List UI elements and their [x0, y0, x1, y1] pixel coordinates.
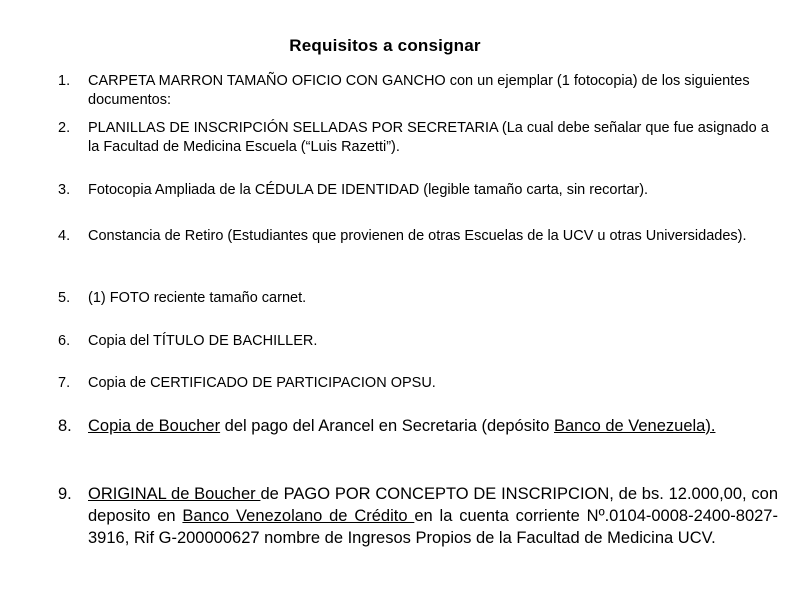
list-item-number: 3.: [58, 182, 71, 198]
list-item-text-rest: de PAGO POR CONCEPTO DE INSCRIPCION, de bs. 12.000,00, con deposito en: [88, 485, 778, 525]
list-item-text: PLANILLAS DE INSCRIPCIÓN SELLADAS POR SECRETARIA (La cual debe señalar que fue asignado a la Facultad de Medicina Escuela (“Luis Razetti”).: [88, 120, 769, 155]
list-item-number: 9.: [58, 485, 72, 503]
list-item-4: [58, 227, 780, 246]
list-item-8: [58, 415, 758, 437]
list-item-3: [58, 181, 780, 200]
list-item-text: [88, 72, 780, 110]
list-item-text-rest: con un ejemplar (1 fotocopia) de los siguientes documentos:: [88, 73, 750, 108]
list-item-text: Constancia de Retiro (Estudiantes que provienen de otras Escuelas de la UCV u otras Universidades).: [88, 228, 747, 244]
underlined-text: Banco Venezolano de Crédito: [182, 507, 415, 525]
underlined-text: Banco de Venezuela).: [553, 417, 716, 435]
page-title-text: Requisitos a consignar: [289, 36, 481, 55]
list-item-text: (1) FOTO reciente tamaño carnet.: [88, 290, 307, 306]
underlined-text: Copia de Boucher: [88, 417, 221, 435]
list-item-text-emphasis: CARPETA MARRON TAMAÑO OFICIO CON GANCHO: [88, 73, 446, 89]
list-item-number: 6.: [58, 333, 71, 349]
list-item-2: [58, 119, 780, 157]
list-item-text-rest: del pago del Arancel en Secretaria (depósito: [220, 417, 554, 435]
list-item-7: [58, 374, 780, 393]
list-item-number: 7.: [58, 375, 71, 391]
list-item-1: [58, 72, 780, 110]
list-item-text: Copia del TÍTULO DE BACHILLER.: [88, 333, 318, 349]
list-item-text-rest: en la cuenta corriente Nº.0104-0008-2400-8027-3916, Rif G-200000627 nombre de Ingresos Propios de la Facultad de Medicina UCV.: [88, 507, 778, 547]
list-item-text: Fotocopia Ampliada de la CÉDULA DE IDENTIDAD (legible tamaño carta, sin recortar).: [88, 182, 649, 198]
list-item-text: Copia de CERTIFICADO DE PARTICIPACION OPSU.: [88, 375, 436, 391]
list-item-5: [58, 289, 780, 308]
list-item-number: 1.: [58, 73, 71, 89]
page-title: [0, 36, 800, 56]
underlined-text: ORIGINAL de Boucher: [88, 485, 261, 503]
list-item-number: 8.: [58, 417, 72, 435]
list-item-6: [58, 332, 780, 351]
list-item-number: 2.: [58, 120, 71, 136]
list-item-9: [58, 483, 778, 549]
list-item-text: [88, 415, 758, 437]
list-item-number: 5.: [58, 290, 71, 306]
list-item-number: 4.: [58, 228, 71, 244]
list-item-text: [88, 483, 778, 549]
